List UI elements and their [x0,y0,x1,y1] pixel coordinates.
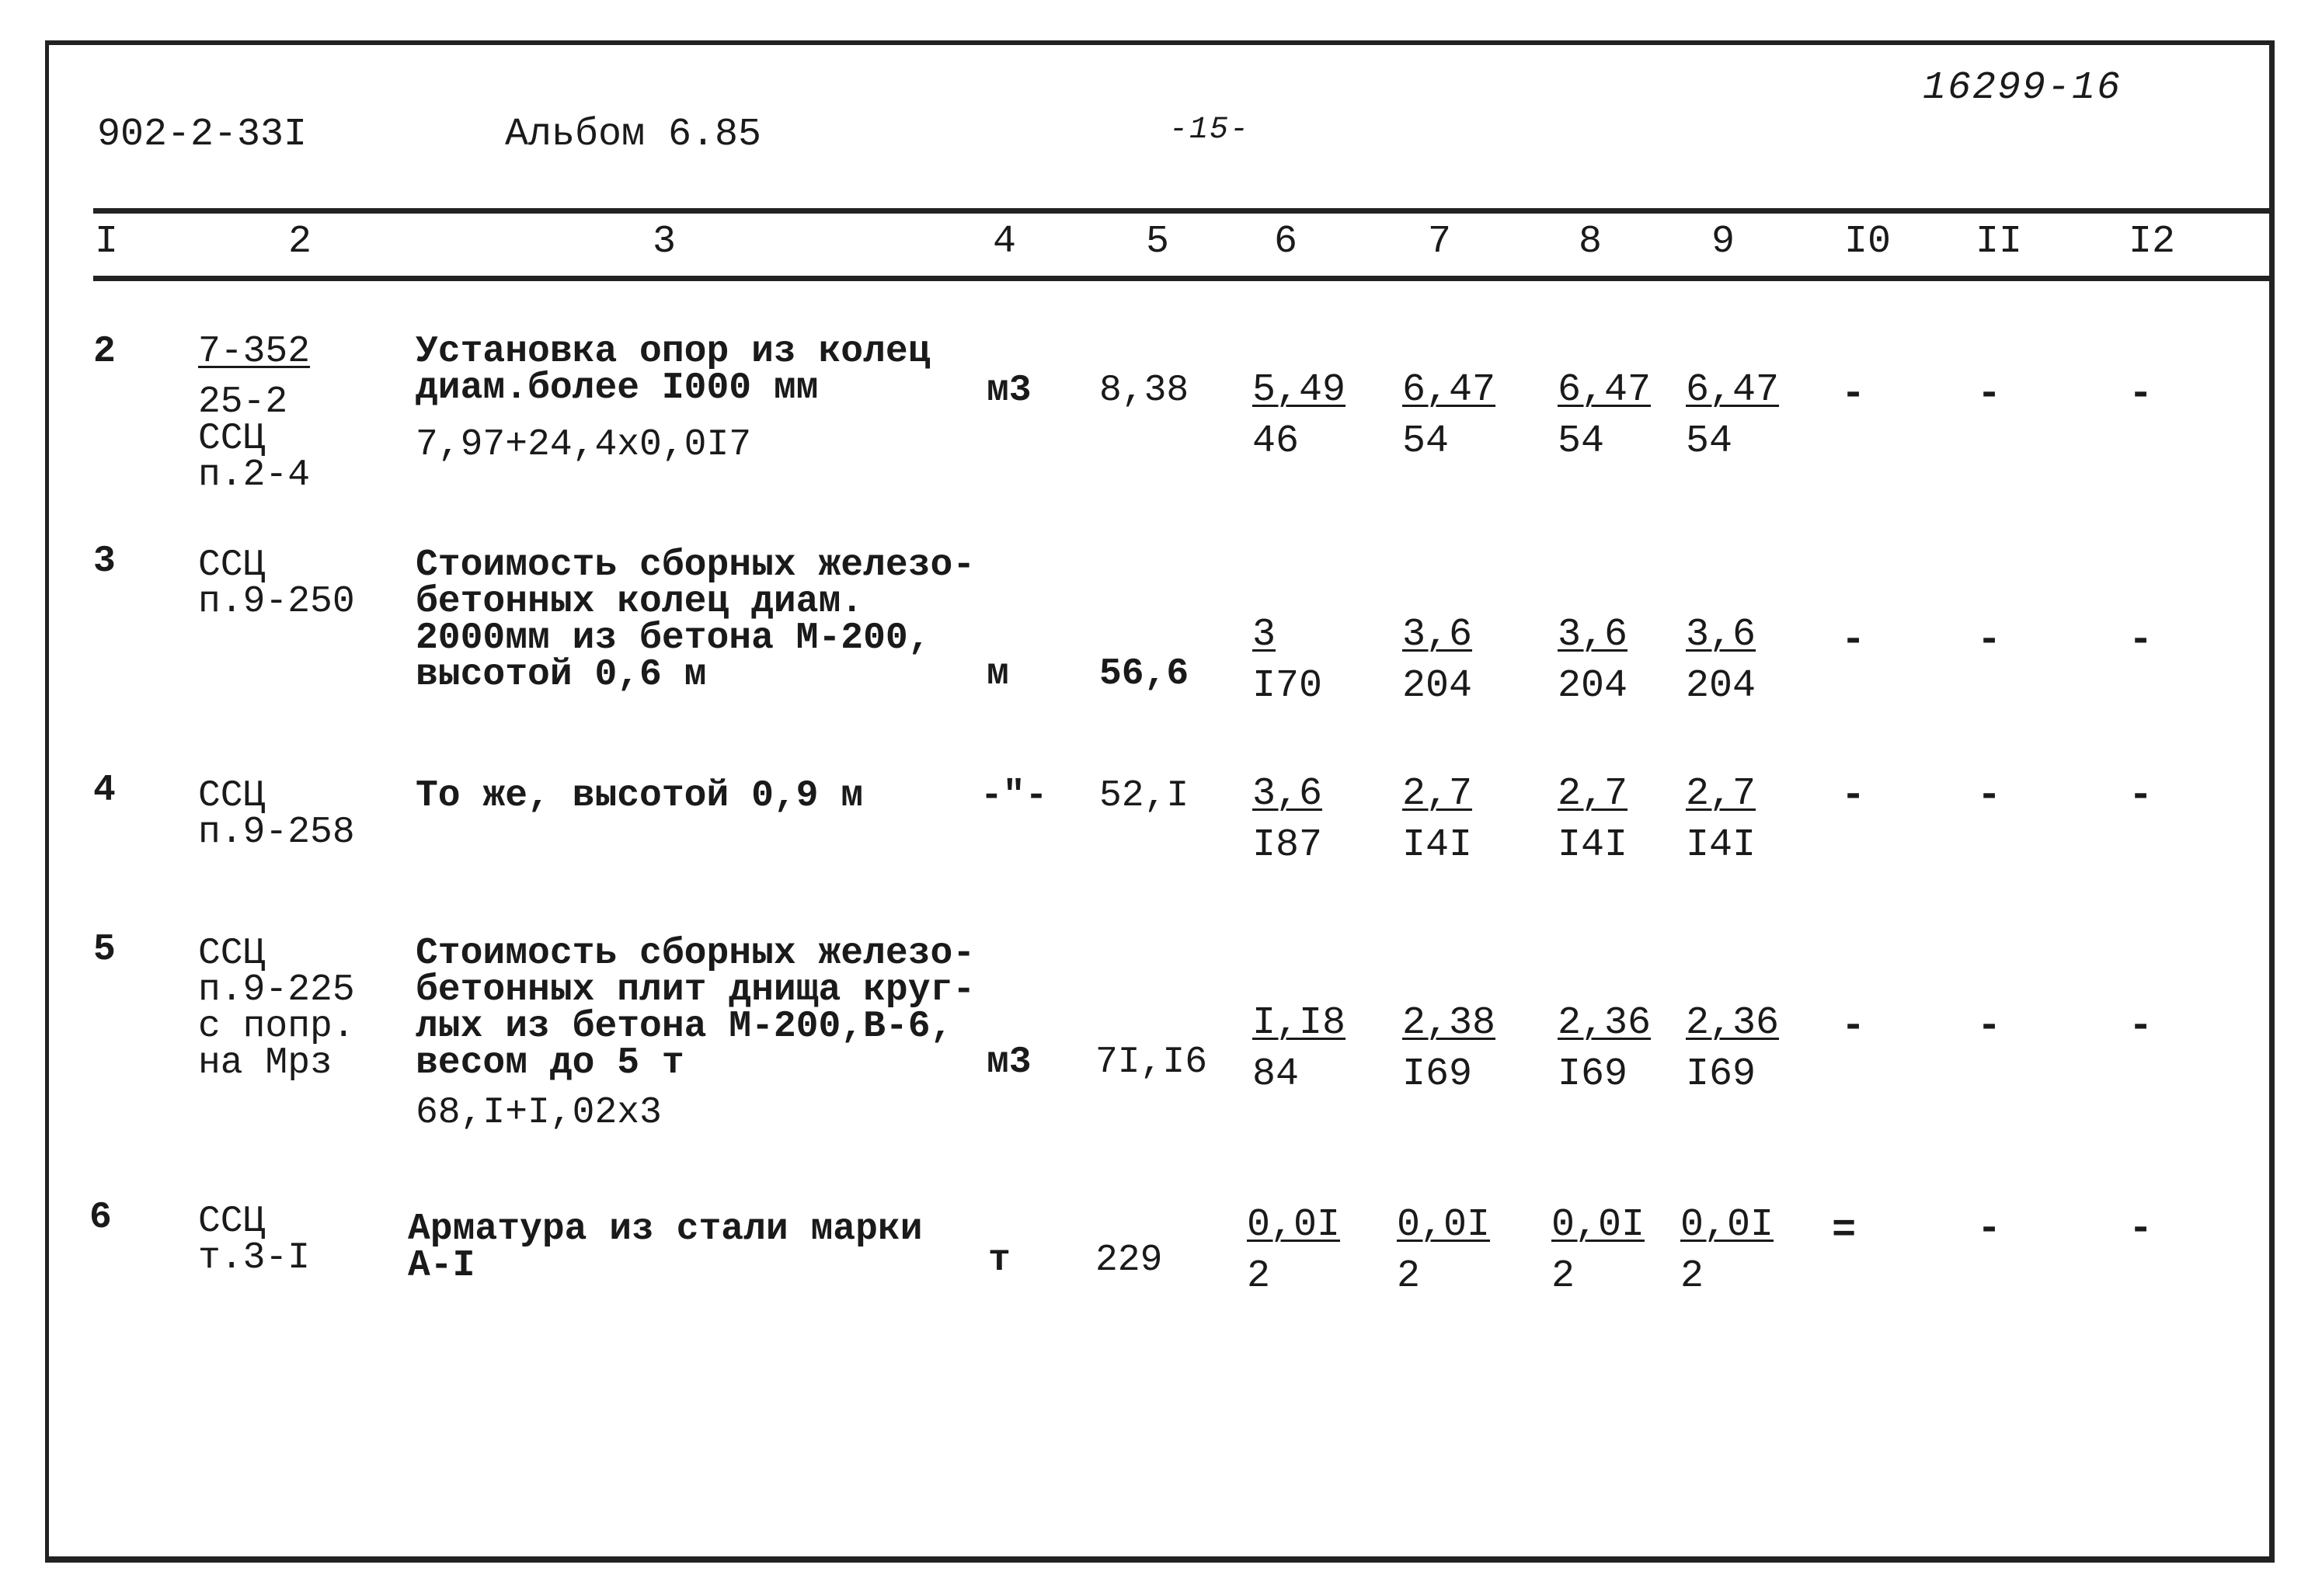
row-cell-11: - [1977,371,2002,417]
column-header-11: II [1975,220,2022,264]
column-header-5: 5 [1145,220,1169,264]
row-cell-7: $\frac{6,47}{54}$ [1402,368,1496,464]
row-unit: т [988,1240,1011,1281]
header-top-rule [93,208,2275,214]
column-header-8: 8 [1578,220,1602,264]
row-cell-11: - [1977,617,2002,663]
row-quantity: 8,38 [1099,370,1189,412]
row-reference: ССЦ т.3-I [198,1201,311,1279]
project-code: 902-2-33I [97,113,308,157]
row-reference: 7-352 25-2 ССЦ п.2-4 [198,331,311,496]
row-number: 3 [93,541,116,582]
row-cell-10: - [1841,371,1866,417]
row-unit: -"- [980,775,1048,817]
row-reference: ССЦ п.9-250 [198,544,355,623]
row-description: Арматура из стали марки А-I [408,1208,923,1287]
row-cell-9: $\frac{2,7}{I4I}$ [1686,772,1756,868]
column-header-2: 2 [287,220,312,264]
row-cell-6: $\frac{3}{I70}$ [1252,613,1323,708]
row-cell-11: - [1977,1003,2002,1049]
archive-stamp: 16299-16 [1923,66,2122,110]
column-header-3: 3 [652,220,676,264]
row-cell-7: $\frac{2,7}{I4I}$ [1402,772,1473,868]
row-cell-7: $\frac{2,38}{I69}$ [1402,1001,1496,1097]
row-reference: ССЦ п.9-258 [198,775,355,854]
row-quantity: 56,6 [1099,653,1189,695]
row-cell-12: - [2129,773,2153,819]
row-cell-8: $\frac{0,0I}{2}$ [1551,1203,1645,1299]
row-cell-9: $\frac{2,36}{I69}$ [1686,1001,1780,1097]
row-formula: 68,I+I,02х3 [416,1092,662,1134]
row-description: Стоимость сборных железо- бетонных колец диам. 2000мм из бетона М-200, высотой 0,6 м [416,544,976,696]
row-unit: м3 [987,1041,1032,1083]
row-cell-8: $\frac{2,36}{I69}$ [1558,1001,1652,1097]
row-number: 6 [89,1197,112,1239]
row-cell-9: $\frac{0,0I}{2}$ [1680,1203,1774,1299]
row-unit: м [987,653,1009,695]
row-description: То же, высотой 0,9 м [416,775,864,817]
row-cell-10: = [1832,1208,1857,1254]
header-bottom-rule [93,276,2275,281]
row-cell-7: $\frac{3,6}{204}$ [1402,613,1473,708]
column-header-4: 4 [992,220,1016,264]
row-reference: ССЦ п.9-225 с попр. на Мрз [198,933,355,1084]
row-description: Стоимость сборных железо- бетонных плит днища круг- лых из бетона М-200,В-6, весом до 5 т [416,933,976,1084]
row-cell-11: - [1977,1206,2002,1252]
row-cell-8: $\frac{6,47}{54}$ [1558,368,1652,464]
row-number: 5 [93,929,116,971]
page-number: -15- [1169,113,1251,148]
row-quantity: 229 [1095,1240,1163,1281]
row-cell-9: $\frac{3,6}{204}$ [1686,613,1756,708]
row-cell-7: $\frac{0,0I}{2}$ [1397,1203,1491,1299]
column-header-7: 7 [1427,220,1451,264]
row-number: 2 [93,331,116,373]
column-header-9: 9 [1711,220,1735,264]
album-label: Альбом 6.85 [505,113,762,157]
row-quantity: 52,I [1099,775,1189,817]
row-formula: 7,97+24,4х0,0I7 [416,424,752,466]
column-header-12: I2 [2128,220,2175,264]
row-description: Установка опор из колец диам.более I000 мм [416,331,931,409]
row-cell-9: $\frac{6,47}{54}$ [1686,368,1780,464]
row-cell-10: - [1841,773,1866,819]
column-header-1: I [94,220,118,264]
column-header-10: I0 [1843,220,1891,264]
row-cell-11: - [1977,773,2002,819]
row-cell-8: $\frac{2,7}{I4I}$ [1558,772,1628,868]
row-cell-10: - [1841,617,1866,663]
row-cell-12: - [2129,371,2153,417]
row-cell-6: $\frac{5,49}{46}$ [1252,368,1346,464]
row-cell-12: - [2129,1003,2153,1049]
row-cell-6: $\frac{I,I8}{84}$ [1252,1001,1346,1097]
row-cell-10: - [1841,1003,1866,1049]
row-unit: м3 [987,370,1032,412]
row-cell-6: $\frac{0,0I}{2}$ [1247,1203,1341,1299]
row-cell-12: - [2129,617,2153,663]
row-cell-6: $\frac{3,6}{I87}$ [1252,772,1323,868]
row-quantity: 7I,I6 [1095,1041,1208,1083]
row-number: 4 [93,770,116,812]
column-header-6: 6 [1273,220,1297,264]
row-cell-8: $\frac{3,6}{204}$ [1558,613,1628,708]
row-cell-12: - [2129,1206,2153,1252]
